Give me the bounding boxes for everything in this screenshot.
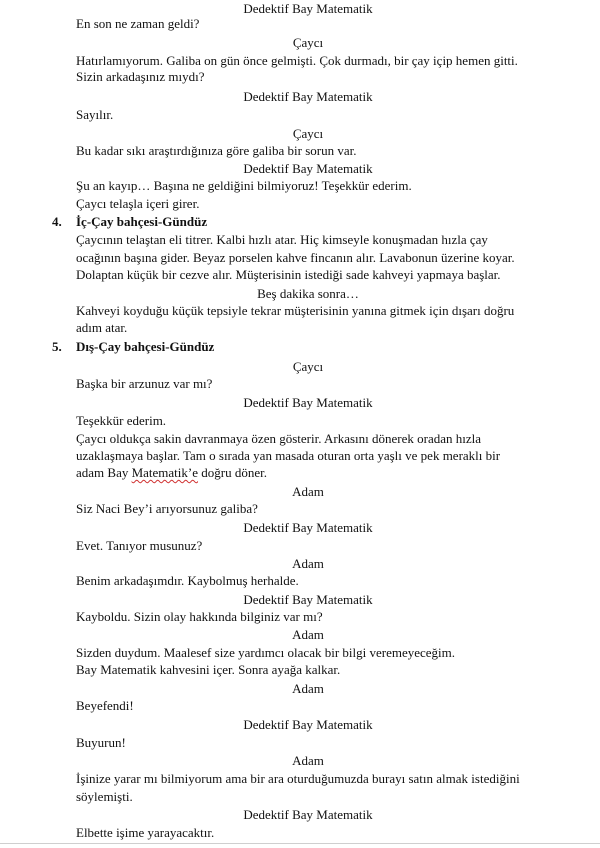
speaker-name: Adam <box>292 484 324 499</box>
dialogue-line: Elbette işime yarayacaktır. <box>76 825 215 840</box>
scene-title: İç-Çay bahçesi-Gündüz <box>76 214 208 229</box>
dialogue-line: adım atar. <box>76 320 128 335</box>
speaker-name: Çaycı <box>292 359 324 374</box>
speaker-name: Dedektif Bay Matematik <box>243 395 373 410</box>
line-text: doğru döner. <box>198 465 267 480</box>
dialogue-line: Çaycı oldukça sakin davranmaya özen gösterir. Arkasını dönerek oradan hızla <box>76 431 482 446</box>
dialogue-line: Hatırlamıyorum. Galiba on gün önce gelmişti. Çok durmadı, bir çay içip hemen gitti. <box>76 53 518 68</box>
page-bottom-border <box>0 843 600 844</box>
scene-heading <box>52 339 542 354</box>
speaker-name: Dedektif Bay Matematik <box>243 89 373 104</box>
dialogue-line: Dolaptan küçük bir cezve alır. Müşterisinin istediği sade kahveyi yapmaya başlar. <box>76 267 501 282</box>
scene-title: Dış-Çay bahçesi-Gündüz <box>76 339 215 354</box>
speaker-name: Dedektif Bay Matematik <box>243 717 373 732</box>
dialogue-line: En son ne zaman geldi? <box>76 16 200 31</box>
action-line <box>76 465 566 480</box>
speaker-name: Dedektif Bay Matematik <box>243 807 373 822</box>
dialogue-line: Şu an kayıp… Başına ne geldiğini bilmiyoruz! Teşekkür ederim. <box>76 178 412 193</box>
line-text: adam Bay <box>76 465 132 480</box>
dialogue-line: söylemişti. <box>76 789 133 804</box>
speaker-name: Beş dakika sonra… <box>257 286 359 301</box>
dialogue-line: Benim arkadaşımdır. Kaybolmuş herhalde. <box>76 573 299 588</box>
dialogue-line: Sizin arkadaşınız mıydı? <box>76 69 205 84</box>
scene-number: 5. <box>52 339 62 354</box>
dialogue-line: Bay Matematik kahvesini içer. Sonra ayağa kalkar. <box>76 662 341 677</box>
speaker-name: Çaycı <box>292 35 324 50</box>
speaker-name: Dedektif Bay Matematik <box>243 592 373 607</box>
dialogue-line: Başka bir arzunuz var mı? <box>76 376 213 391</box>
dialogue-line: Evet. Tanıyor musunuz? <box>76 538 203 553</box>
speaker-name: Çaycı <box>292 126 324 141</box>
scene-heading <box>52 214 542 229</box>
speaker-name: Adam <box>292 556 324 571</box>
dialogue-line: Sayılır. <box>76 107 114 122</box>
speaker-name: Dedektif Bay Matematik <box>243 520 373 535</box>
dialogue-line: Kayboldu. Sizin olay hakkında bilginiz var mı? <box>76 609 323 624</box>
scene-number: 4. <box>52 214 62 229</box>
dialogue-line: Teşekkür ederim. <box>76 413 167 428</box>
speaker-name: Dedektif Bay Matematik <box>243 1 373 16</box>
spellcheck-flagged-word[interactable]: Matematik’e <box>131 465 199 480</box>
dialogue-line: ocağının başına gider. Beyaz porselen kahve fincanın alır. Lavabonun üzerine koyar. <box>76 250 515 265</box>
dialogue-line: Buyurun! <box>76 735 126 750</box>
dialogue-line: Çaycı telaşla içeri girer. <box>76 196 200 211</box>
dialogue-line: uzaklaşmaya başlar. Tam o sırada yan masada oturan orta yaşlı ve pek meraklı bir <box>76 448 501 463</box>
speaker-name: Adam <box>292 627 324 642</box>
speaker-name: Dedektif Bay Matematik <box>243 161 373 176</box>
dialogue-line: Bu kadar sıkı araştırdığınıza göre galiba bir sorun var. <box>76 143 357 158</box>
dialogue-line: Sizden duydum. Maalesef size yardımcı olacak bir bilgi veremeyeceğim. <box>76 645 456 660</box>
speaker-name: Adam <box>292 681 324 696</box>
dialogue-line: Siz Naci Bey’i arıyorsunuz galiba? <box>76 501 258 516</box>
speaker-name: Adam <box>292 753 324 768</box>
dialogue-line: Beyefendi! <box>76 698 134 713</box>
dialogue-line: Kahveyi koyduğu küçük tepsiyle tekrar müşterisinin yanına gitmek için dışarı doğru <box>76 303 515 318</box>
dialogue-line: İşinize yarar mı bilmiyorum ama bir ara oturduğumuzda burayı satın almak istediğini <box>76 771 520 786</box>
dialogue-line: Çaycının telaştan eli titrer. Kalbi hızlı atar. Hiç kimseyle konuşmadan hızla çay <box>76 232 488 247</box>
